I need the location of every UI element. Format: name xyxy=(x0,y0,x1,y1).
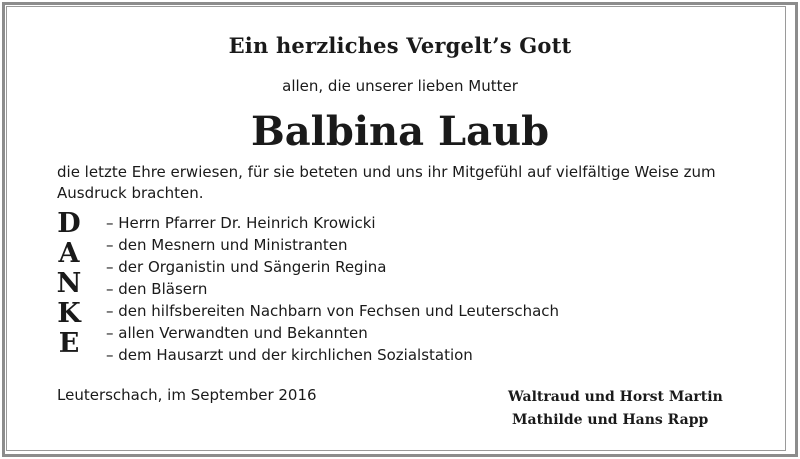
list-item: – Herrn Pfarrer Dr. Heinrich Krowicki xyxy=(106,214,376,232)
list-item: – dem Hausarzt und der kirchlichen Sozialstation xyxy=(106,346,473,364)
list-item: – der Organistin und Sängerin Regina xyxy=(106,258,387,276)
notice-subheading: allen, die unserer lieben Mutter xyxy=(282,77,518,95)
signer-line: Waltraud und Horst Martin xyxy=(508,389,723,405)
list-item: – allen Verwandten und Bekannten xyxy=(106,324,368,342)
list-item: – den Bläsern xyxy=(106,280,208,298)
danke-letter: A xyxy=(58,238,80,269)
notice-heading: Ein herzliches Vergelt’s Gott xyxy=(228,33,572,58)
intro-text: die letzte Ehre erwiesen, für sie beteten und uns ihr Mitgefühl auf vielfältige Weise zum Ausdruck brachten. xyxy=(57,163,716,202)
danke-vertical xyxy=(54,209,84,359)
place-date: Leuterschach, im September 2016 xyxy=(57,386,317,404)
list-item: – den Mesnern und Ministranten xyxy=(106,236,348,254)
list-item: – den hilfsbereiten Nachbarn von Fechsen und Leuterschach xyxy=(106,302,560,320)
signer-line: Mathilde und Hans Rapp xyxy=(512,412,709,428)
danke-letter: E xyxy=(58,328,80,359)
danke-letter: K xyxy=(57,298,81,329)
deceased-name: Balbina Laub xyxy=(250,108,550,155)
danke-letter: D xyxy=(57,208,81,239)
thanks-list xyxy=(106,212,559,366)
signers xyxy=(508,386,723,432)
danke-letter: N xyxy=(56,268,82,299)
